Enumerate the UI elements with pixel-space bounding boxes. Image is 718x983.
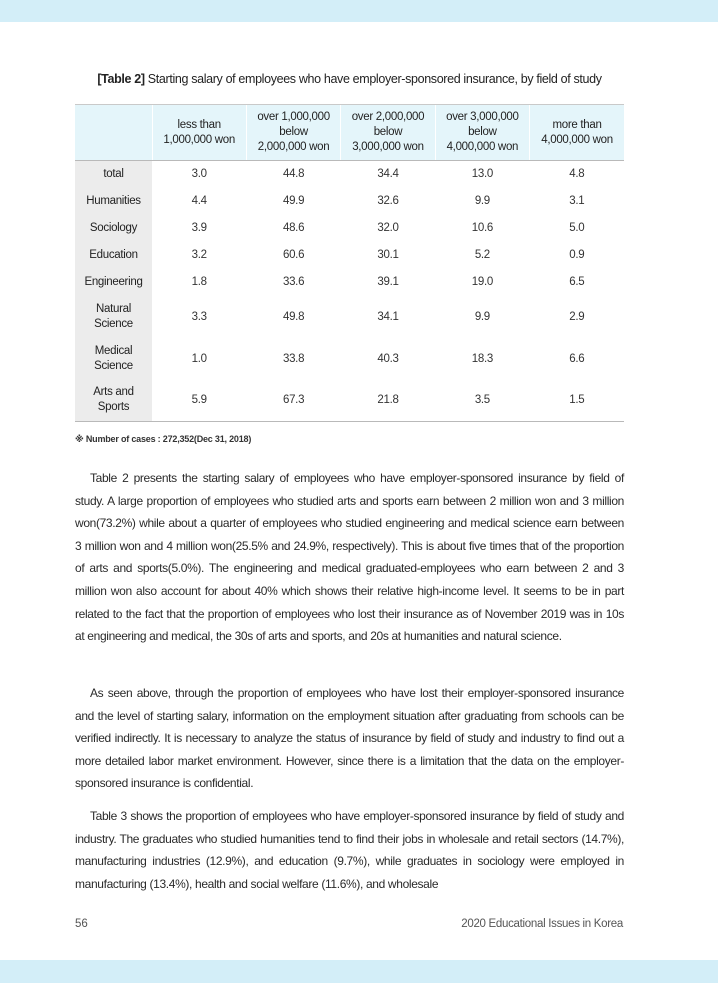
table-cell: 48.6: [282, 222, 305, 234]
paragraph-2: [75, 682, 624, 795]
table-caption-text: Starting salary of employees who have employer-sponsored insurance, by field of study: [144, 72, 602, 86]
table-cell: 6.5: [569, 276, 585, 288]
row-header: Education: [75, 242, 152, 269]
table-cell: 3.1: [569, 195, 585, 207]
table-cell: 32.6: [377, 195, 399, 207]
table-row: [75, 269, 624, 296]
column-header: over 3,000,000 below 4,000,000 won: [435, 105, 529, 161]
row-header: Humanities: [75, 188, 152, 215]
table-cell: 32.0: [377, 222, 399, 234]
table-cell: 5.9: [152, 380, 246, 422]
row-header: Natural Science: [75, 296, 152, 338]
table-cell: 3.5: [435, 380, 529, 422]
table-cell: 2.9: [569, 310, 585, 323]
table-caption: [75, 72, 624, 86]
table-row: [75, 338, 624, 380]
table-cell: 19.0: [471, 276, 493, 288]
table-cell: 33.8: [282, 352, 305, 365]
table-cell: 4.8: [569, 168, 585, 181]
column-header: less than 1,000,000 won: [152, 105, 246, 161]
table-cell: 10.6: [471, 222, 493, 234]
column-header-corner: [75, 105, 152, 161]
table-cell: 49.9: [282, 195, 305, 207]
table-cell: 3.3: [191, 310, 207, 323]
paragraph-text: Table 2 presents the starting salary of employees who have employer-sponsored insurance by field of study. A large proportion of employees who studied arts and sports earn between 2 million won and 3 million won(73.2%) while about a quarter of employees who studied engineering and medical science earn between 3 million won and 4 million won(25.5% and 24.9%, respectively). This is about five times that of the proportion of arts and sports(5.0%). The engineering and medical graduated-employees who earn between 2 and 3 million won also account for about 40% which shows their relative high-income level. It seems to be in part related to the fact that the proportion of employees who lost their insurance as of November 2019 was in 10s at engineering and medical, the 30s of arts and sports, and 20s at humanities and natural science.: [75, 471, 624, 644]
row-header: total: [75, 161, 152, 188]
table-caption-tag: [Table 2]: [97, 72, 145, 86]
table-cell: 0.9: [569, 249, 585, 261]
table-cell: 5.2: [474, 249, 490, 261]
table-row: [75, 161, 624, 188]
paragraph-1: [75, 467, 624, 648]
publication-title: 2020 Educational Issues in Korea: [461, 918, 623, 930]
table-cell: 3.2: [191, 249, 207, 261]
table-cell: 6.6: [569, 352, 585, 365]
table-cell: 30.1: [377, 249, 399, 261]
table-cell: 33.6: [282, 276, 305, 288]
table-cell: 13.0: [471, 168, 493, 181]
table-cell: 4.4: [191, 195, 207, 207]
page-number: 56: [75, 918, 88, 930]
table-row: [75, 296, 624, 338]
paragraph-3: [75, 805, 624, 895]
bottom-color-band: [0, 960, 718, 983]
column-header: more than 4,000,000 won: [530, 105, 624, 161]
table-cell: 60.6: [282, 249, 305, 261]
table-cell: 40.3: [377, 352, 399, 365]
row-header: Medical Science: [75, 338, 152, 380]
row-header: Sociology: [75, 215, 152, 242]
table-cell: 34.4: [377, 168, 399, 181]
table-footnote: ※ Number of cases : 272,352(Dec 31, 2018): [75, 434, 252, 444]
column-header: over 2,000,000 below 3,000,000 won: [341, 105, 435, 161]
table-row: [75, 188, 624, 215]
row-header: Arts and Sports: [75, 380, 152, 422]
table-cell: 9.9: [474, 310, 490, 323]
table-cell: 21.8: [341, 380, 435, 422]
table-cell: 49.8: [282, 310, 305, 323]
paragraph-text: As seen above, through the proportion of employees who have lost their employer-sponsored insurance and the level of starting salary, information on the employment situation after graduating from schools can be verified indirectly. It is necessary to analyze the status of insurance by field of study and industry to find out a more detailed labor market environment. However, since there is a limitation that the data on the employer-sponsored insurance is confidential.: [75, 686, 624, 791]
table-cell: 18.3: [471, 352, 493, 365]
table-cell: 1.5: [530, 380, 624, 422]
table-cell: 5.0: [569, 222, 585, 234]
table-cell: 34.1: [377, 310, 399, 323]
table-cell: 3.0: [191, 168, 207, 181]
table-cell: 1.8: [191, 276, 207, 288]
table-header-row: [75, 105, 624, 161]
table-cell: 9.9: [474, 195, 490, 207]
table-row: [75, 242, 624, 269]
table-row: [75, 380, 624, 422]
table-cell: 39.1: [377, 276, 399, 288]
table-cell: 44.8: [282, 168, 305, 181]
table-cell: 3.9: [191, 222, 207, 234]
top-color-band: [0, 0, 718, 22]
row-header: Engineering: [75, 269, 152, 296]
paragraph-text: Table 3 shows the proportion of employees who have employer-sponsored insurance by field of study and industry. The graduates who studied humanities tend to find their jobs in wholesale and retail sectors (14.7%), manufacturing industries (12.9%), and education (9.7%), while graduates in sociology were employed in manufacturing (13.4%), health and social welfare (11.6%), and wholesale: [75, 809, 624, 891]
table-cell: 1.0: [191, 352, 207, 365]
table-row: [75, 215, 624, 242]
column-header: over 1,000,000 below 2,000,000 won: [246, 105, 340, 161]
table-cell: 67.3: [246, 380, 340, 422]
salary-table: [75, 104, 624, 422]
